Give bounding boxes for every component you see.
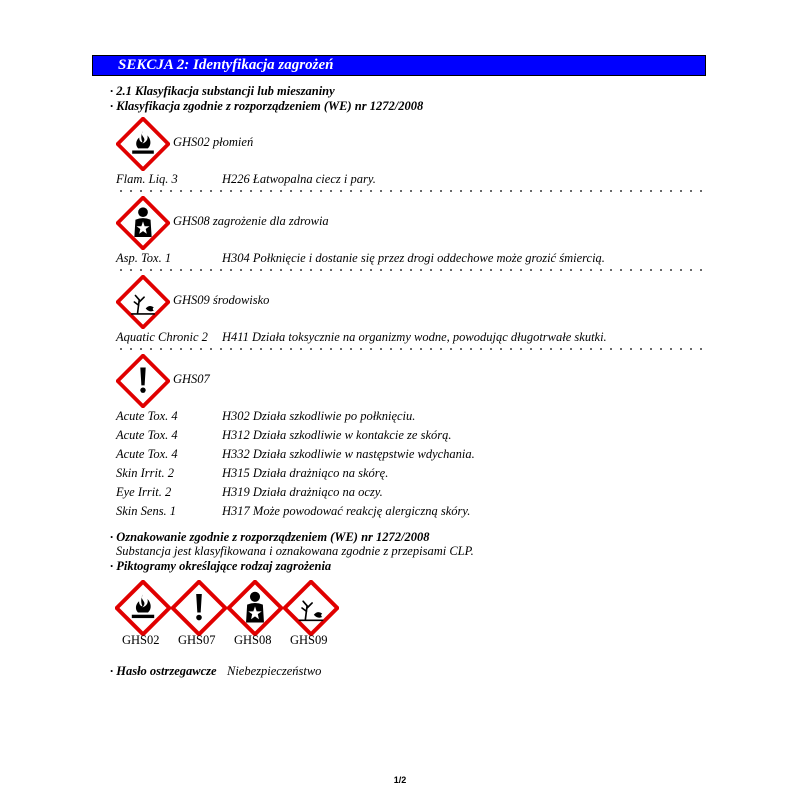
dotted-separator <box>116 348 704 350</box>
hazard-statement: H304 Połknięcie i dostanie się przez drogi oddechowe może grozić śmiercią. <box>222 251 605 265</box>
section-header <box>92 55 706 76</box>
hazard-category: Acute Tox. 4 <box>116 409 178 423</box>
ghs09-pictogram <box>283 580 339 636</box>
signal-word-label: · Hasło ostrzegawcze <box>110 664 217 678</box>
subsection-title: · 2.1 Klasyfikacja substancji lub mieszaniny <box>110 84 335 98</box>
hazard-statement: H315 Działa drażniąco na skórę. <box>222 466 389 480</box>
labelling-note: Substancja jest klasyfikowana i oznakowana zgodnie z przepisami CLP. <box>116 544 474 558</box>
pictograms-heading: · Piktogramy określające rodzaj zagrożenia <box>110 559 332 573</box>
hazard-statement: H226 Łatwopalna ciecz i pary. <box>222 172 376 186</box>
labelling-heading: · Oznakowanie zgodnie z rozporządzeniem (WE) nr 1272/2008 <box>110 530 430 544</box>
hazard-category: Skin Sens. 1 <box>116 504 177 518</box>
hazard-category: Asp. Tox. 1 <box>116 251 172 265</box>
hazard-statement: H302 Działa szkodliwie po połknięciu. <box>222 409 416 423</box>
signal-word: Niebezpieczeństwo <box>227 664 322 678</box>
hazard-label: GHS09 środowisko <box>173 293 270 307</box>
hazard-statement: H317 Może powodować reakcję alergiczną skóry. <box>222 504 471 518</box>
hazard-statement: H319 Działa drażniąco na oczy. <box>222 485 383 499</box>
hazard-label: GHS02 płomień <box>173 135 254 149</box>
ghs09-pictogram <box>116 275 170 329</box>
pictogram-code: GHS09 <box>290 633 328 647</box>
hazard-category: Acute Tox. 4 <box>116 447 178 461</box>
ghs02-pictogram <box>116 117 170 171</box>
hazard-statement: H312 Działa szkodliwie w kontakcie ze skórą. <box>222 428 452 442</box>
classification-heading: · Klasyfikacja zgodnie z rozporządzeniem (WE) nr 1272/2008 <box>110 99 424 113</box>
pictogram-code: GHS07 <box>178 633 216 647</box>
ghs07-pictogram <box>171 580 227 636</box>
section-title: SEKCJA 2: Identyfikacja zagrożeń <box>118 57 334 73</box>
dotted-separator <box>116 269 704 271</box>
hazard-category: Skin Irrit. 2 <box>116 466 174 480</box>
pictogram-code: GHS02 <box>122 633 160 647</box>
hazard-category: Aquatic Chronic 2 <box>116 330 208 344</box>
hazard-statement: H411 Działa toksycznie na organizmy wodne, powodując długotrwałe skutki. <box>222 330 607 344</box>
hazard-label: GHS08 zagrożenie dla zdrowia <box>173 214 329 228</box>
page-number: 1/2 <box>393 775 407 785</box>
hazard-category: Flam. Liq. 3 <box>116 172 178 186</box>
dotted-separator <box>116 190 704 192</box>
pictogram-code: GHS08 <box>234 633 272 647</box>
hazard-label: GHS07 <box>173 372 210 386</box>
ghs08-pictogram <box>227 580 283 636</box>
hazard-category: Acute Tox. 4 <box>116 428 178 442</box>
hazard-category: Eye Irrit. 2 <box>116 485 172 499</box>
ghs07-pictogram <box>116 354 170 408</box>
hazard-statement: H332 Działa szkodliwie w następstwie wdychania. <box>222 447 475 461</box>
ghs08-pictogram <box>116 196 170 250</box>
ghs02-pictogram <box>115 580 171 636</box>
